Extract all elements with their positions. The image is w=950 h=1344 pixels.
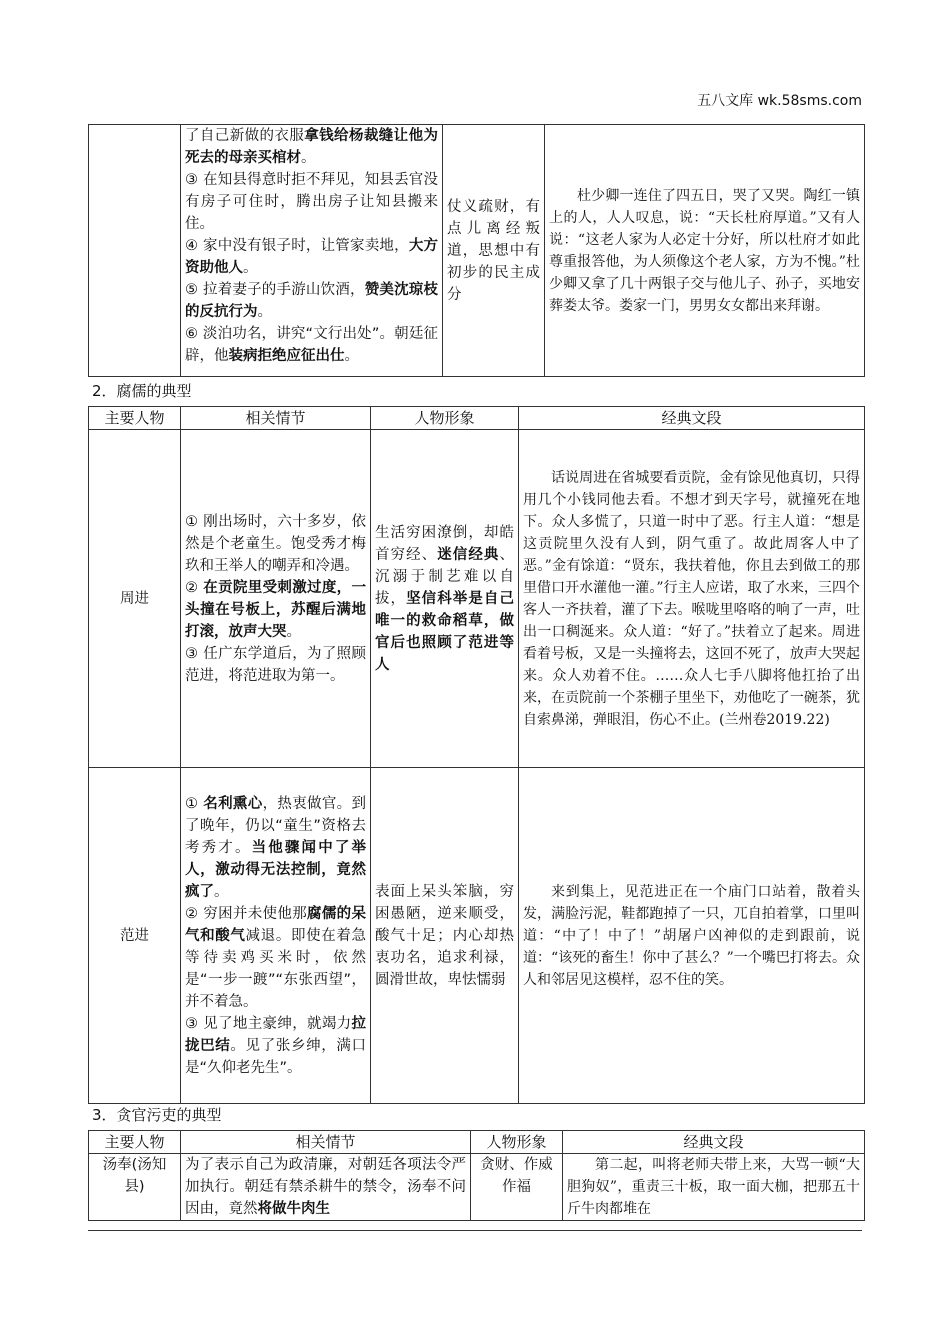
col-header: 经典文段 xyxy=(563,1131,865,1154)
plot-line: ⑥ 淡泊功名，讲究“文行出处”。朝廷征辟，他装病拒绝应征出仕。 xyxy=(185,326,438,364)
col-header: 主要人物 xyxy=(89,1131,181,1154)
quote-cell: 第二起，叫将老师夫带上来，大骂一顿“大胆狗奴”，重责三十板，取一面大枷，把那五十斤牛肉都堆在 xyxy=(563,1154,865,1221)
pedant-table xyxy=(88,406,865,1104)
plot-cell xyxy=(181,125,443,377)
col-header: 相关情节 xyxy=(181,1131,471,1154)
plot-line: ③ 见了地主豪绅，就竭力拉拢巴结。见了张乡绅，满口是“久仰老先生”。 xyxy=(185,1015,367,1076)
plot-line: ③ 在知县得意时拒不拜见，知县丢官没有房子可住时，腾出房子让知县搬来住。 xyxy=(185,172,438,232)
col-header: 人物形象 xyxy=(371,407,519,430)
plot-line: ① 名利熏心，热衷做官。到了晚年，仍以“童生”资格去考秀才。当他骤闻中了举人，激动得无法控制，竟然疯了。 xyxy=(185,795,367,900)
plot-line: ⑤ 拉着妻子的手游山饮酒，赞美沈琼枝的反抗行为。 xyxy=(185,282,439,320)
image-cell: 贪财、作威作福 xyxy=(471,1154,563,1221)
plot-line: 了自己新做的衣服拿钱给杨裁缝让他为死去的母亲买棺材。 xyxy=(185,128,438,166)
image-cell: 仗义疏财，有点儿离经叛道，思想中有初步的民主成分 xyxy=(443,125,545,377)
col-header: 相关情节 xyxy=(181,407,371,430)
character-name: 范进 xyxy=(89,768,181,1104)
plot-line: ② 在贡院里受刺激过度，一头撞在号板上，苏醒后满地打滚，放声大哭。 xyxy=(185,579,367,640)
plot-cell: 为了表示自己为政清廉，对朝廷各项法令严加执行。朝廷有禁杀耕牛的禁令，汤奉不问因由，竟然将做牛肉生 xyxy=(181,1154,471,1221)
empty-name-cell xyxy=(89,125,181,377)
page-divider xyxy=(88,1230,862,1231)
plot-line: ④ 家中没有银子时，让管家卖地，大方资助他人。 xyxy=(185,238,439,276)
site-header: 五八文库 wk.58sms.com xyxy=(697,93,862,109)
plot-line: ③ 任广东学道后，为了照顾范进，将范进取为第一。 xyxy=(185,645,366,684)
continued-table xyxy=(88,124,865,377)
character-name: 周进 xyxy=(89,430,181,768)
image-cell: 生活穷困潦倒，却皓首穷经、迷信经典、沉溺于制艺难以自拔，坚信科举是自己唯一的救命稻草，做官后也照顾了范进等人 xyxy=(371,430,519,768)
col-header: 主要人物 xyxy=(89,407,181,430)
col-header: 人物形象 xyxy=(471,1131,563,1154)
section-title: 3．贪官污吏的典型 xyxy=(92,1106,222,1124)
section-title: 2．腐儒的典型 xyxy=(92,382,192,400)
quote-cell: 来到集上，见范进正在一个庙门口站着，散着头发，满脸污泥，鞋都跑掉了一只，兀自拍着掌，口里叫道：“中了！中了！”胡屠户凶神似的走到跟前，说道：“该死的畜生！你中了甚么？”一个嘴巴打将去。众人和邻居见这模样，忍不住的笑。 xyxy=(519,768,865,1104)
character-name: 汤奉(汤知县) xyxy=(89,1154,181,1221)
corrupt-official-table xyxy=(88,1130,865,1221)
quote-cell: 杜少卿一连住了四五日，哭了又哭。陶红一镇上的人，人人叹息，说：“天长杜府厚道。”又有人说：“这老人家为人必定十分好，所以杜府才如此尊重报答他，为人须像这个老人家，方为不愧。”杜少卿又拿了几十两银子交与他儿子、孙子，买地安葬娄太爷。娄家一门，男男女女都出来拜谢。 xyxy=(545,125,865,377)
plot-line: ② 穷困并未使他那腐儒的呆气和酸气减退。即使在着急等待卖鸡买米时，依然是“一步一踱”“东张西望”，并不着急。 xyxy=(185,905,367,1010)
plot-line: ① 刚出场时，六十多岁，依然是个老童生。饱受秀才梅玖和王举人的嘲弄和冷遇。 xyxy=(185,513,366,574)
quote-cell: 话说周进在省城要看贡院，金有馀见他真切，只得用几个小钱同他去看。不想才到天字号，就撞死在地下。众人多慌了，只道一时中了恶。行主人道：“想是这贡院里久没有人到，阴气重了。故此周客人中了恶。”金有馀道：“贤东，我扶着他，你且去到做工的那里借口开水灌他一灌。”行主人应诺，取了水来，三四个客人一齐扶着，灌了下去。喉咙里咯咯的响了一声，吐出一口稠涎来。众人道：“好了。”扶着立了起来。周进看着号板，又是一头撞将去，这回不死了，放声大哭起来。众人劝着不住。……众人七手八脚将他扛抬了出来，在贡院前一个茶棚子里坐下，劝他吃了一碗茶，犹自索鼻涕，弹眼泪，伤心不止。(兰州卷2019.22) xyxy=(519,430,865,768)
plot-cell xyxy=(181,430,371,768)
col-header: 经典文段 xyxy=(519,407,865,430)
plot-cell xyxy=(181,768,371,1104)
image-cell: 表面上呆头笨脑，穷困愚陋，逆来顺受，酸气十足；内心却热衷功名，追求利禄，圆滑世故，卑怯懦弱 xyxy=(371,768,519,1104)
